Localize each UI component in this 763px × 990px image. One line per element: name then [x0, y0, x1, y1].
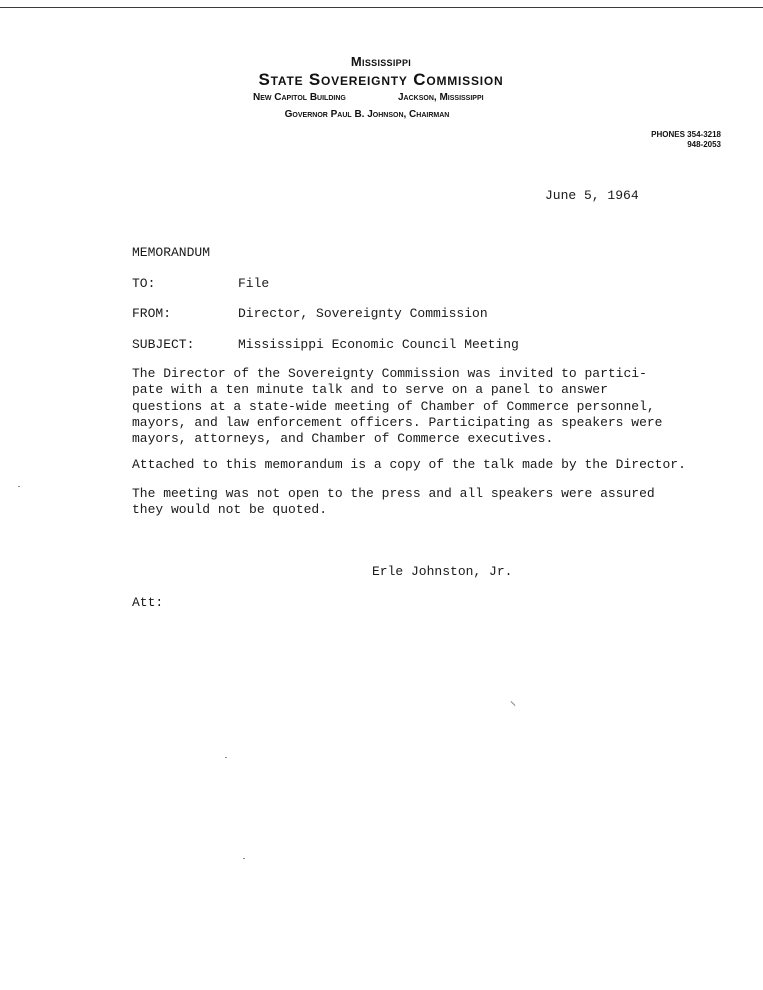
memo-heading: MEMORANDUM: [132, 245, 211, 260]
letterhead-commission-name: State Sovereignty Commission: [258, 70, 504, 89]
paragraph-line: Attached to this memorandum is a copy of the talk made by the Director.: [132, 457, 686, 472]
subject-label: SUBJECT:: [132, 337, 195, 352]
body-paragraph-3: [132, 486, 692, 519]
letterhead-state: Mississippi: [350, 54, 412, 69]
body-paragraph-2: [132, 457, 692, 473]
to-value: File: [238, 276, 270, 291]
scan-speck: [243, 858, 245, 859]
scan-speck: [18, 486, 20, 487]
signature-name: Erle Johnston, Jr.: [372, 564, 513, 579]
phones-primary: PHONES 354-3218: [651, 130, 721, 139]
paragraph-line: The Director of the Sovereignty Commission was invited to partici-: [132, 366, 647, 381]
phones-secondary: 948-2053: [687, 140, 721, 149]
paragraph-line: they would not be quoted.: [132, 502, 328, 518]
top-scan-rule: [0, 7, 763, 8]
from-label: FROM:: [132, 306, 172, 321]
letterhead-phones: [651, 130, 721, 150]
from-value: Director, Sovereignty Commission: [238, 306, 488, 321]
scan-speck: [511, 701, 516, 706]
to-label: TO:: [132, 276, 156, 291]
scan-speck: [225, 757, 227, 758]
paragraph-line: questions at a state-wide meeting of Chamber of Commerce personnel,: [132, 398, 655, 414]
letterhead-city: Jackson, Mississippi: [398, 92, 484, 103]
body-paragraph-1: [132, 366, 692, 447]
paragraph-line: mayors, attorneys, and Chamber of Commerce executives.: [132, 431, 554, 447]
letterhead-chairman: Governor Paul B. Johnson, Chairman: [284, 109, 450, 120]
paragraph-line: pate with a ten minute talk and to serve on a panel to answer: [132, 382, 608, 398]
paragraph-line: mayors, and law enforcement officers. Participating as speakers were: [132, 414, 663, 430]
memo-date: June 5, 1964: [545, 188, 639, 203]
attachment-label: Att:: [132, 595, 164, 610]
letterhead-address: New Capitol Building: [253, 92, 346, 103]
paragraph-line: The meeting was not open to the press and all speakers were assured: [132, 486, 655, 501]
subject-value: Mississippi Economic Council Meeting: [238, 337, 519, 352]
